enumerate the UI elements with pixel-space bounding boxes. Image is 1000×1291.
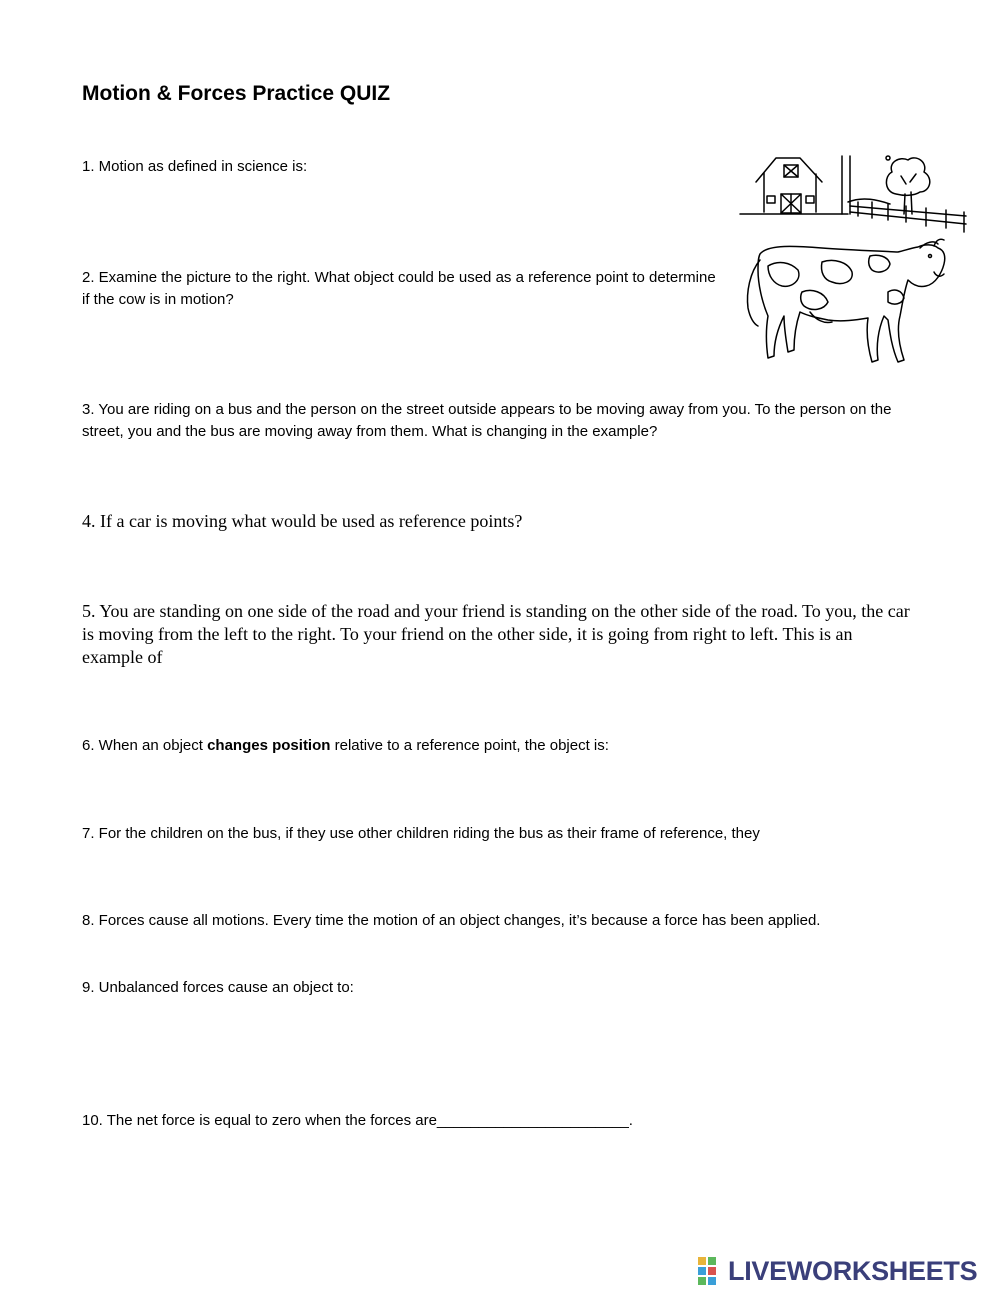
- liveworksheets-logo-icon: [698, 1257, 726, 1285]
- worksheet-title: Motion & Forces Practice QUIZ: [82, 82, 391, 105]
- question-3: 3. You are riding on a bus and the person on the street outside appears to be moving away from you. To the person on the street, you and the bus are moving away from them. What is changing in the example?: [82, 401, 892, 440]
- question-4: 4. If a car is moving what would be used as reference points?: [82, 511, 523, 531]
- barn-icon: [756, 156, 850, 214]
- question-1: 1. Motion as defined in science is:: [82, 158, 308, 175]
- question-8: 8. Forces cause all motions. Every time the motion of an object changes, it’s because a force has been applied.: [82, 912, 821, 929]
- liveworksheets-logo: [698, 1255, 977, 1287]
- question-6-emphasis: changes position: [207, 737, 331, 754]
- liveworksheets-logo-text: LIVEWORKSHEETS: [728, 1255, 978, 1286]
- question-6: [82, 735, 902, 757]
- tree-icon: [886, 156, 930, 214]
- question-6-tail: relative to a reference point, the object is:: [330, 737, 609, 754]
- question-10: 10. The net force is equal to zero when the forces are_______________________.: [82, 1112, 633, 1129]
- question-2: 2. Examine the picture to the right. What object could be used as a reference point to determine if the cow is in motion?: [82, 269, 716, 308]
- farm-cow-illustration: [738, 152, 970, 374]
- question-5: 5. You are standing on one side of the road and your friend is standing on the other side of the road. To you, the car is moving from the left to the right. To your friend on the other side, it is going from right to left. This is an example of: [82, 601, 910, 667]
- question-9: 9. Unbalanced forces cause an object to:: [82, 979, 354, 996]
- question-6-lead: 6. When an object: [82, 737, 208, 754]
- question-7: 7. For the children on the bus, if they use other children riding the bus as their frame of reference, they: [82, 825, 760, 842]
- fence-icon: [848, 199, 966, 232]
- cow-icon: [748, 239, 945, 362]
